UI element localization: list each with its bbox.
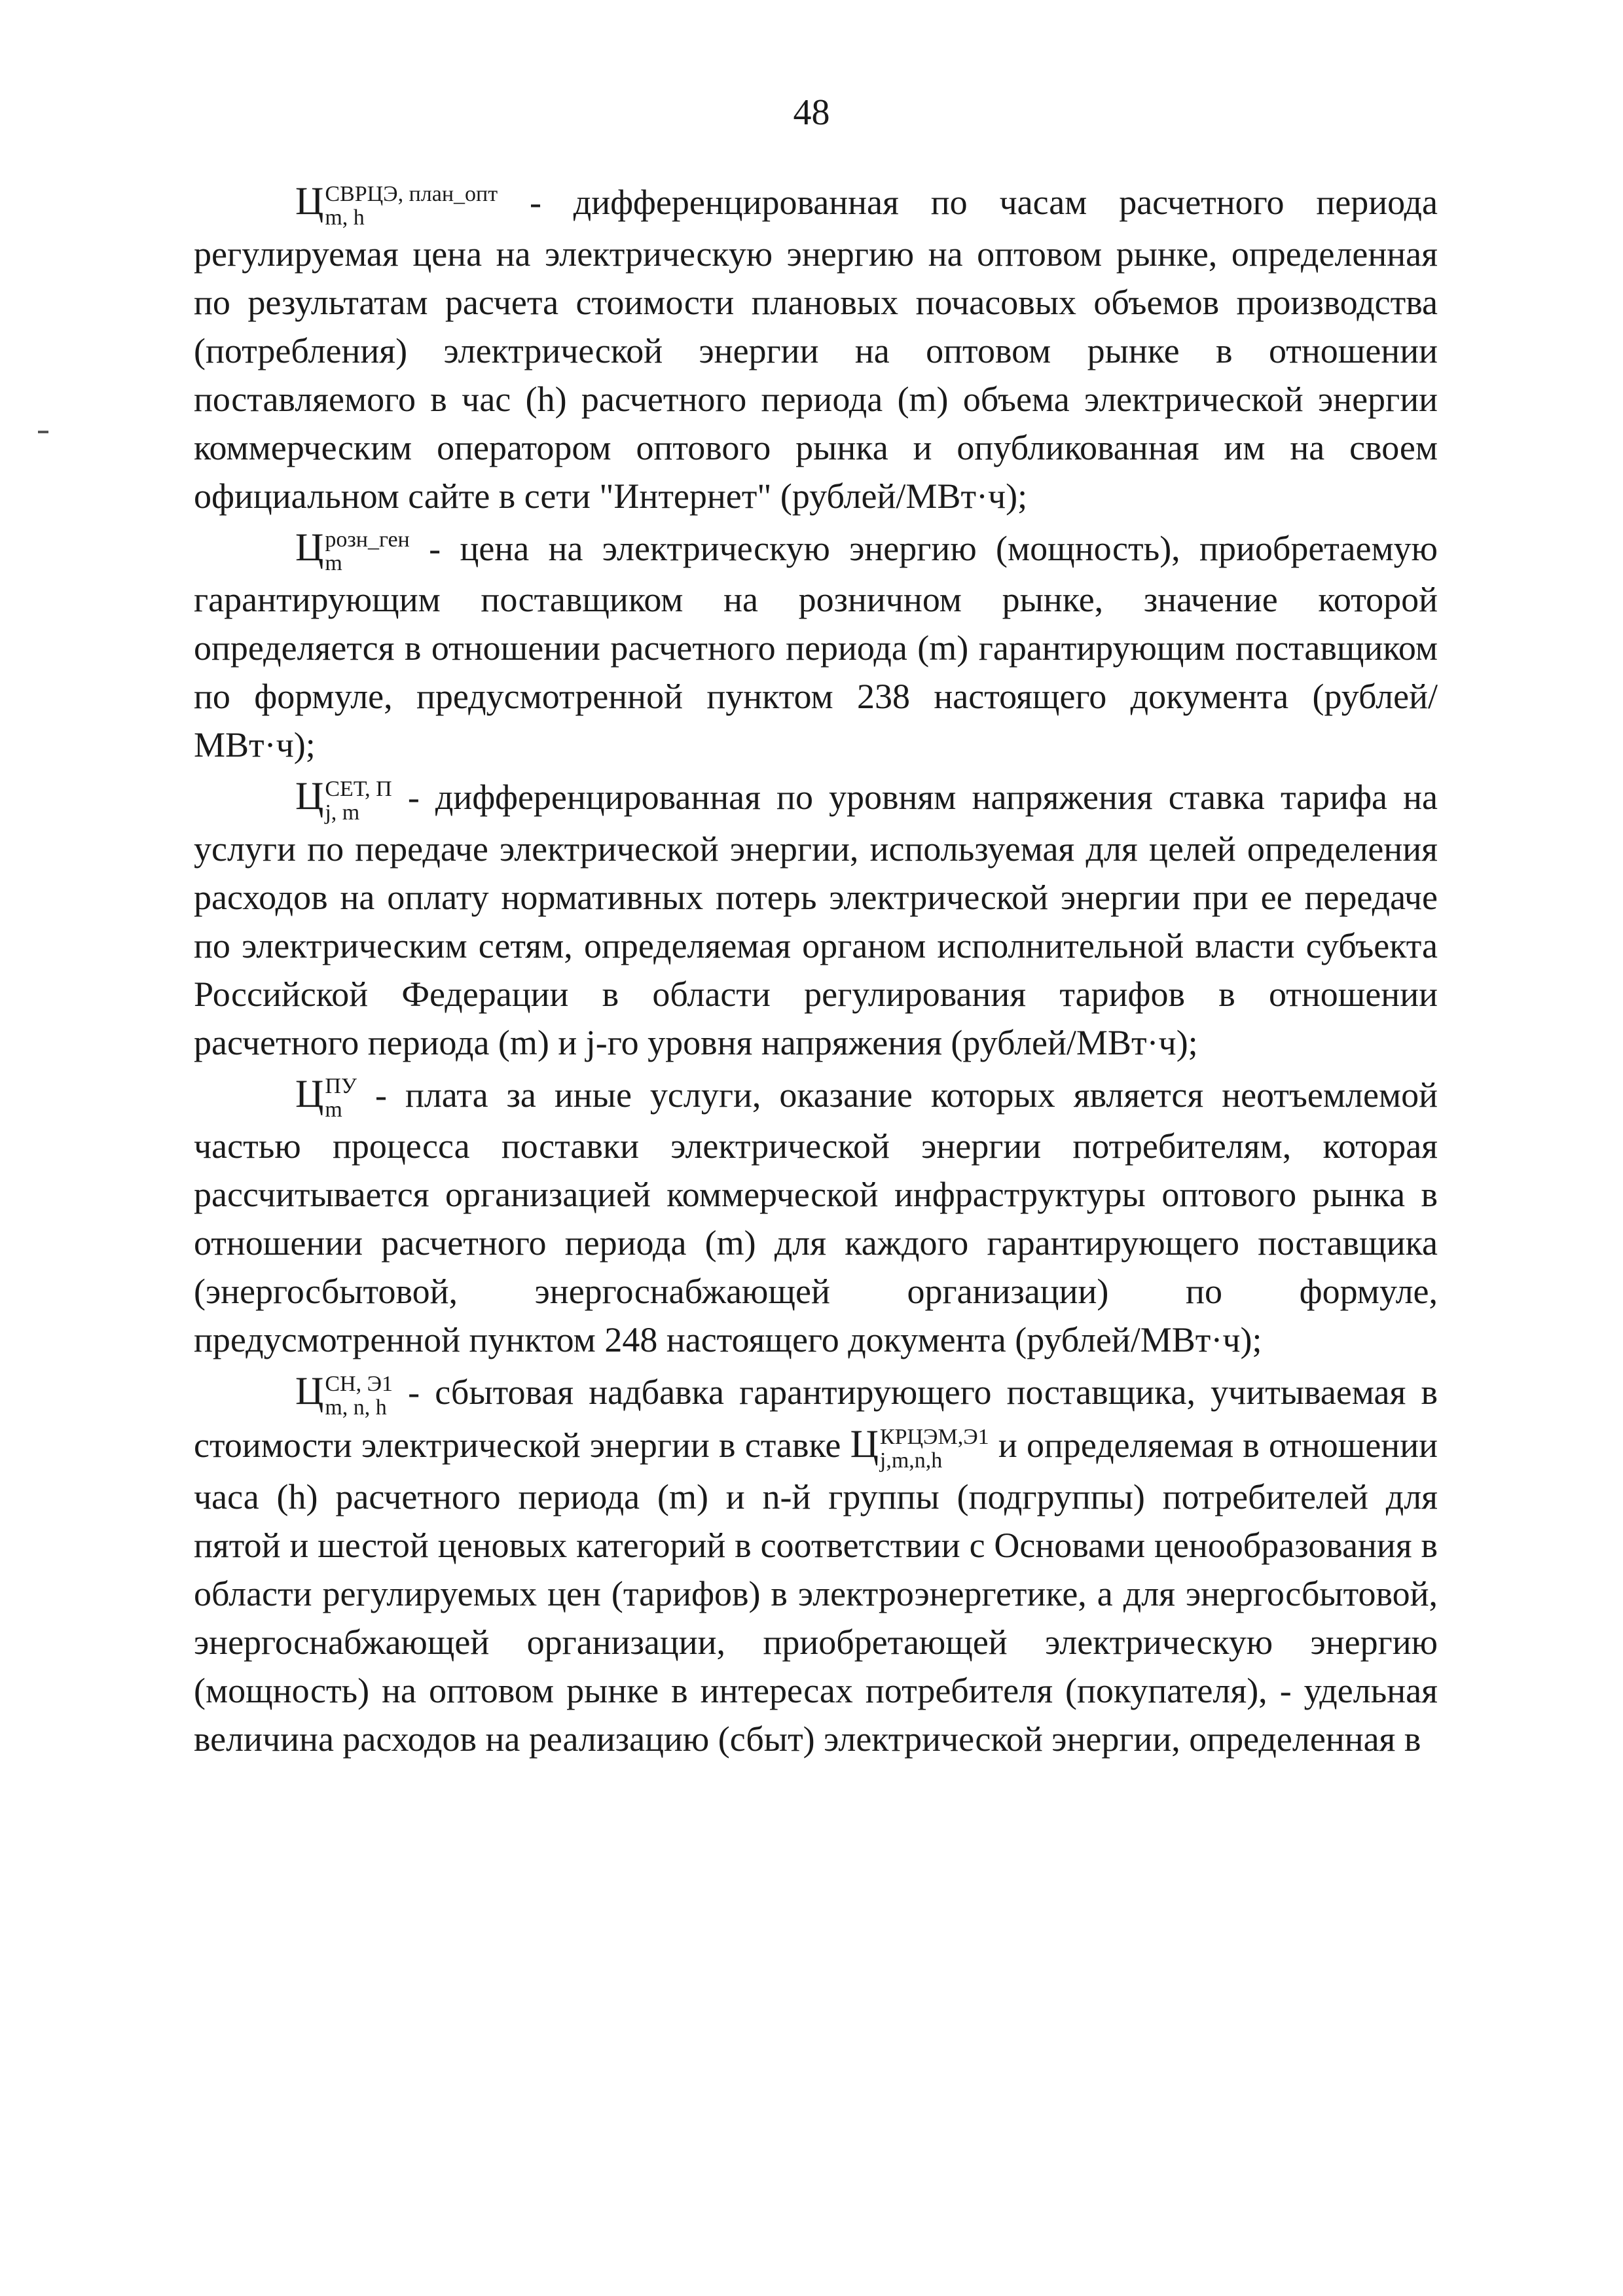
definition-text: - дифференцированная по часам расчетного периода регулируемая цена на электрическую энергию на оптовом рынке, определенная по результатам расчета стоимости плановых почасовых объемов производства (потребления) электрической энергии на оптовом рынке в отношении поставляемого в час (h) расчетного периода (m) объема электрической энергии коммерческим оператором оптового рынка и опубликованная им на своем официальном сайте в сети "Интернет" (рублей/МВт·ч);	[194, 183, 1438, 516]
page-number: 48	[793, 92, 830, 133]
symbol-subscript: m, n, h	[325, 1395, 387, 1420]
definition-text-continued: и определяемая в отношении часа (h) расчетного периода (m) и n-й группы (подгруппы) потребителей для пятой и шестой ценовых категорий в соответствии с Основами ценообразования в области регулируемых цен (тарифов) в электроэнергетике, а для энергосбытовой, энергоснабжающей организации, приобретающей электрическую энергию (мощность) на оптовом рынке в интересах потребителя (покупателя), - удельная величина расходов на реализацию (сбыт) электрической энергии, определенная в	[194, 1426, 1438, 1759]
formula-symbol: Ц розн_ген m	[295, 525, 410, 576]
definition-paragraph	[194, 772, 1438, 1067]
definition-text: - плата за иные услуги, оказание которых является неотъемлемой частью процесса поставки электрической энергии потребителям, которая рассчитывается организацией коммерческой инфраструктуры оптового рынка в отношении расчетного периода (m) для каждого гарантирующего поставщика (энергосбытовой, энергоснабжающей организации) по формуле, предусмотренной пунктом 248 настоящего документа (рублей/МВт·ч);	[194, 1075, 1438, 1360]
symbol-subscript: m, h	[325, 205, 365, 230]
formula-symbol: Ц ПУ m	[295, 1071, 357, 1122]
definition-paragraph	[194, 177, 1438, 520]
formula-symbol: Ц СВРЦЭ, план_опт m, h	[295, 179, 498, 230]
inline-formula-symbol: Ц КРЦЭМ,Э1 j,m,n,h	[850, 1422, 989, 1473]
formula-symbol: Ц СН, Э1 m, n, h	[295, 1369, 393, 1420]
definition-paragraph	[194, 1367, 1438, 1763]
document-body	[194, 177, 1438, 1766]
symbol-subscript: j,m,n,h	[879, 1448, 943, 1473]
symbol-superscript: СН, Э1	[325, 1372, 393, 1397]
formula-symbol: Ц СЕТ, П j, m	[295, 774, 392, 825]
definition-text: - сбытовая надбавка гарантирующего поставщика, учитываемая в стоимости электрической энергии в ставке	[194, 1372, 1438, 1465]
symbol-subscript: m	[325, 551, 342, 576]
symbol-subscript: j, m	[325, 800, 360, 825]
definition-text: - цена на электрическую энергию (мощность), приобретаемую гарантирующим поставщиком на розничном рынке, значение которой определяется в отношении расчетного периода (m) гарантирующим поставщиком по формуле, предусмотренной пунктом 238 настоящего документа (рублей/МВт·ч);	[194, 528, 1438, 765]
symbol-superscript: ПУ	[325, 1074, 357, 1099]
symbol-superscript: КРЦЭМ,Э1	[879, 1424, 989, 1449]
symbol-subscript: m	[325, 1098, 342, 1122]
definition-paragraph	[194, 1069, 1438, 1365]
definition-paragraph	[194, 523, 1438, 770]
symbol-superscript: розн_ген	[325, 528, 410, 552]
definition-text: - дифференцированная по уровням напряжения ставка тарифа на услуги по передаче электрической энергии, используемая для целей определения расходов на оплату нормативных потерь электрической энергии при ее передаче по электрическим сетям, определяемая органом исполнительной власти субъекта Российской Федерации в области регулирования тарифов в отношении расчетного периода (m) и j-го уровня напряжения (рублей/МВт·ч);	[194, 778, 1438, 1062]
symbol-superscript: СЕТ, П	[325, 776, 392, 801]
symbol-superscript: СВРЦЭ, план_опт	[325, 181, 498, 206]
margin-mark	[38, 431, 48, 433]
